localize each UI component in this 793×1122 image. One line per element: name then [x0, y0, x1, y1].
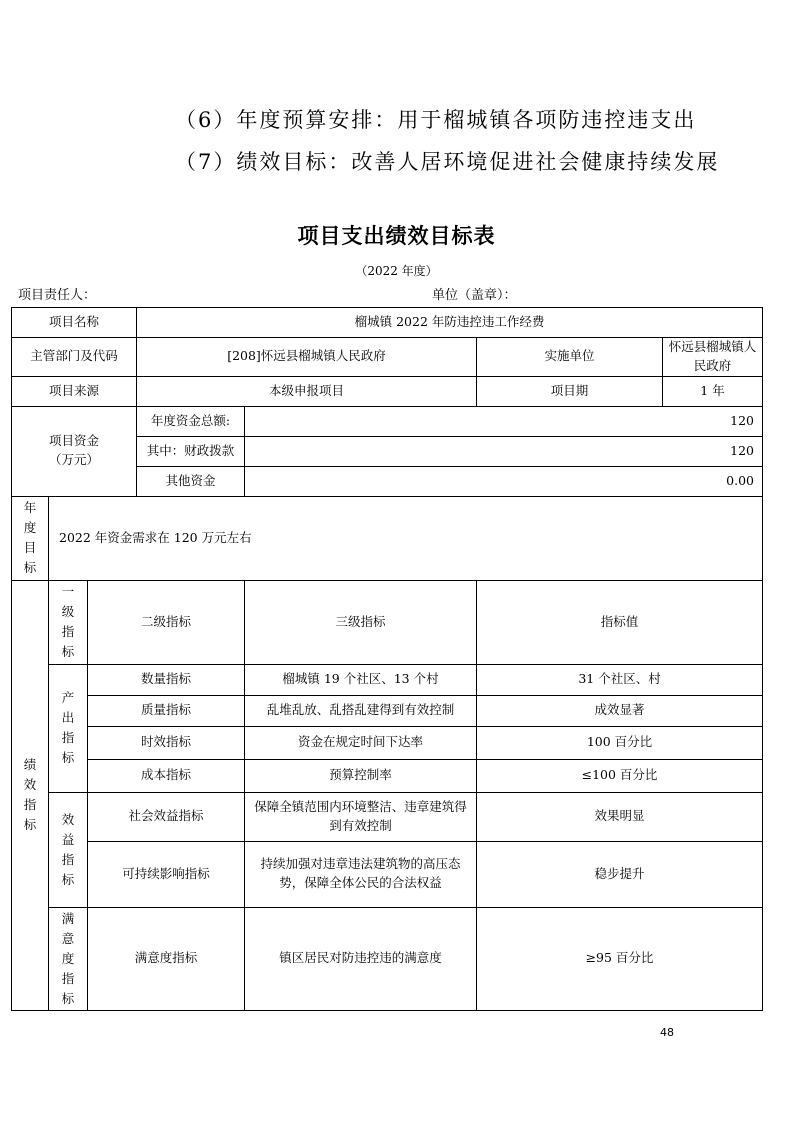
satisfaction-indicator-label: 满意度指标 — [49, 907, 88, 1010]
value-cell: 效果明显 — [477, 792, 763, 841]
value-cell: 31 个社区、村 — [477, 664, 763, 695]
level2-header: 二级指标 — [88, 580, 245, 664]
level3-cell: 镇区居民对防违控违的满意度 — [245, 907, 477, 1010]
impl-unit-value: 怀远县榴城镇人民政府 — [663, 338, 763, 377]
funds-label — [12, 406, 137, 496]
table-row — [12, 792, 763, 841]
table-row — [12, 664, 763, 695]
project-name-value: 榴城镇 2022 年防违控违工作经费 — [137, 308, 763, 338]
fiscal-value: 120 — [245, 436, 763, 466]
value-cell: 稳步提升 — [477, 841, 763, 907]
dept-value: [208]怀远县榴城镇人民政府 — [137, 338, 477, 377]
fiscal-label: 其中：财政拨款 — [137, 436, 245, 466]
perf-indicator-label: 绩效指标 — [12, 580, 49, 1010]
level3-cell: 预算控制率 — [245, 759, 477, 792]
table-row — [12, 496, 763, 580]
table-row — [12, 695, 763, 726]
level2-cell: 社会效益指标 — [88, 792, 245, 841]
annual-total-label: 年度资金总额: — [137, 406, 245, 436]
dept-label: 主管部门及代码 — [12, 338, 137, 377]
level3-cell: 资金在规定时间下达率 — [245, 726, 477, 759]
funds-label-text: 项目资金 — [48, 433, 99, 449]
intro-goal-line: （7）绩效目标：改善人居环境促进社会健康持续发展 — [175, 150, 720, 174]
table-row — [12, 907, 763, 1010]
project-name-label: 项目名称 — [12, 308, 137, 338]
source-value: 本级申报项目 — [137, 376, 477, 406]
impl-unit-label: 实施单位 — [477, 338, 663, 377]
table-year: （2022 年度） — [355, 264, 438, 278]
level3-cell: 保障全镇范围内环境整洁、违章建筑得到有效控制 — [245, 792, 477, 841]
benefit-indicator-label: 效益指标 — [49, 792, 88, 907]
level3-header: 三级指标 — [245, 580, 477, 664]
table-row — [12, 376, 763, 406]
level3-cell: 乱堆乱放、乱搭乱建得到有效控制 — [245, 695, 477, 726]
period-label: 项目期 — [477, 376, 663, 406]
table-title: 项目支出绩效目标表 — [297, 224, 496, 248]
funds-unit-text: （万元） — [48, 452, 99, 467]
level2-cell: 质量指标 — [88, 695, 245, 726]
level2-cell: 时效指标 — [88, 726, 245, 759]
table-row — [12, 406, 763, 436]
performance-target-table — [11, 307, 763, 1011]
other-funds-label: 其他资金 — [137, 466, 245, 496]
unit-seal-label: 单位（盖章）： — [432, 288, 517, 303]
value-cell: 100 百分比 — [477, 726, 763, 759]
annual-total-value: 120 — [245, 406, 763, 436]
source-label: 项目来源 — [12, 376, 137, 406]
value-cell: ≥95 百分比 — [477, 907, 763, 1010]
value-header: 指标值 — [477, 580, 763, 664]
level2-cell: 可持续影响指标 — [88, 841, 245, 907]
period-value: 1 年 — [663, 376, 763, 406]
table-row — [12, 841, 763, 907]
level2-cell: 成本指标 — [88, 759, 245, 792]
annual-goal-value: 2022 年资金需求在 120 万元左右 — [49, 496, 763, 580]
value-cell: ≤100 百分比 — [477, 759, 763, 792]
level2-cell: 数量指标 — [88, 664, 245, 695]
output-indicator-label: 产出指标 — [49, 664, 88, 792]
other-funds-value: 0.00 — [245, 466, 763, 496]
table-row — [12, 308, 763, 338]
table-row — [12, 759, 763, 792]
level2-cell: 满意度指标 — [88, 907, 245, 1010]
table-row — [12, 726, 763, 759]
value-cell: 成效显著 — [477, 695, 763, 726]
level3-cell: 持续加强对违章违法建筑物的高压态势，保障全体公民的合法权益 — [245, 841, 477, 907]
level3-cell: 榴城镇 19 个社区、13 个村 — [245, 664, 477, 695]
intro-budget-line: （6）年度预算安排：用于榴城镇各项防违控违支出 — [175, 108, 697, 132]
level1-header: 一级指标 — [49, 580, 88, 664]
page-number: 48 — [660, 1026, 674, 1039]
responsible-person-label: 项目责任人： — [18, 288, 97, 303]
annual-goal-label: 年度目标 — [12, 496, 49, 580]
table-row — [12, 338, 763, 377]
table-row — [12, 580, 763, 664]
